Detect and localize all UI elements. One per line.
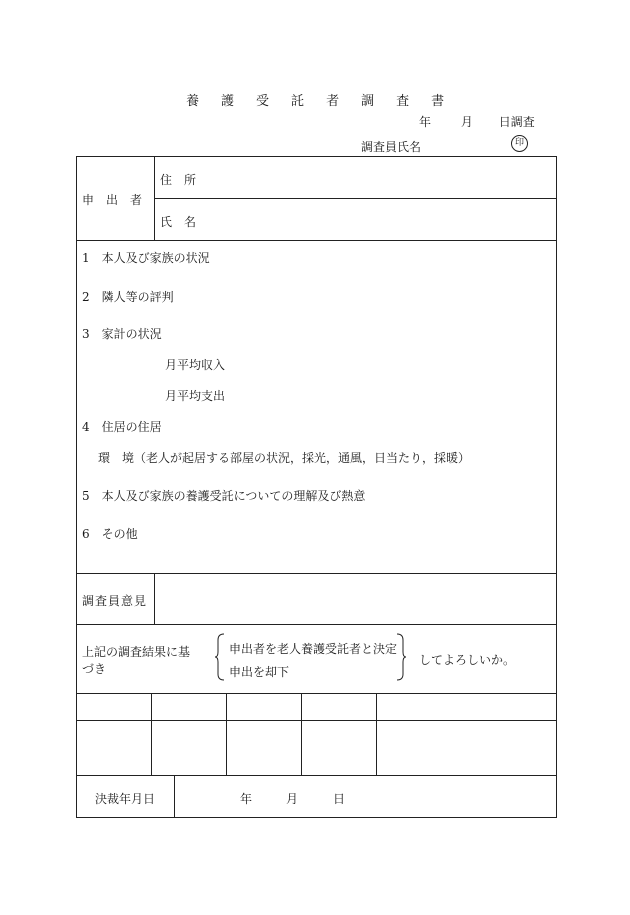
left-brace-icon	[214, 633, 226, 681]
rule	[151, 693, 152, 775]
monthly-expense-label: 月平均支出	[165, 389, 226, 403]
seal-icon: 印	[511, 135, 528, 152]
address-label: 住 所	[160, 173, 197, 187]
rule	[556, 156, 557, 817]
right-brace-icon	[395, 633, 407, 681]
rule	[76, 156, 77, 817]
rule	[376, 693, 377, 775]
item-4: 4 住居の住居	[82, 420, 162, 434]
rule	[174, 775, 175, 817]
title-char: 査	[396, 94, 410, 109]
decision-lead-line2: づき	[82, 662, 107, 676]
investigator-name-label: 調査員氏名	[361, 140, 422, 154]
item-5: 5 本人及び家族の養護受託についての理解及び熱意	[82, 489, 366, 503]
rule	[154, 198, 557, 199]
settlement-year-label: 年	[240, 792, 253, 806]
survey-month-label: 月	[460, 115, 473, 129]
rule	[76, 693, 557, 694]
environment-label: 環 境（老人が起居する部屋の状況，採光，通風，日当たり，採暖）	[98, 451, 471, 465]
rule	[76, 240, 557, 241]
item-1: 1 本人及び家族の状況	[82, 251, 210, 265]
title-char: 護	[221, 94, 235, 109]
rule	[154, 156, 155, 240]
survey-date	[419, 113, 535, 130]
rule	[76, 720, 557, 721]
title-char: 受	[256, 94, 270, 109]
survey-day-label: 日調査	[498, 115, 535, 129]
item-6: 6 その他	[82, 527, 138, 541]
decision-tail: してよろしいか。	[419, 653, 516, 667]
settlement-month-label: 月	[286, 792, 299, 806]
decision-option-reject: 申出を却下	[229, 665, 290, 679]
document-title	[186, 90, 444, 109]
rule	[76, 624, 557, 625]
name-label: 氏 名	[160, 215, 197, 229]
rule	[301, 693, 302, 775]
monthly-income-label: 月平均収入	[165, 358, 226, 372]
title-char: 者	[326, 94, 340, 109]
rule	[76, 817, 557, 818]
rule	[76, 775, 557, 776]
decision-lead-line1: 上記の調査結果に基	[82, 645, 191, 659]
title-char: 託	[291, 94, 305, 109]
rule	[76, 573, 557, 574]
settlement-date-label: 決裁年月日	[95, 792, 156, 806]
title-char: 養	[186, 94, 200, 109]
survey-year-label: 年	[419, 115, 432, 129]
rule	[76, 156, 557, 157]
title-char: 書	[431, 94, 445, 109]
settlement-day-label: 日	[333, 792, 346, 806]
decision-option-approve: 申出者を老人養護受託者と決定	[229, 642, 398, 656]
investigator-opinion-label: 調査員意見	[82, 594, 148, 608]
item-2: 2 隣人等の評判	[82, 290, 174, 304]
applicant-label: 申 出 者	[82, 193, 143, 207]
rule	[154, 573, 155, 624]
rule	[226, 693, 227, 775]
item-3: 3 家計の状況	[82, 327, 162, 341]
title-char: 調	[361, 94, 375, 109]
